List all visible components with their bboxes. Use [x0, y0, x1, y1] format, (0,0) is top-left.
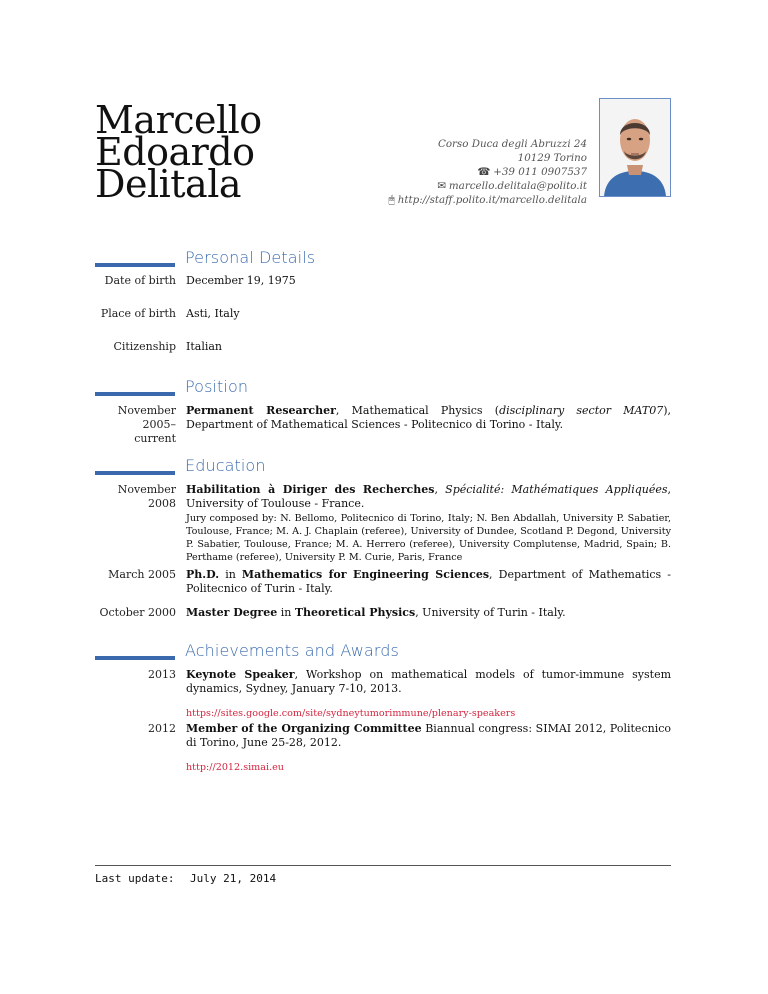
degree-field: Theoretical Physics — [294, 606, 416, 619]
degree-title: Habilitation à Diriger des Recherches — [186, 483, 435, 496]
name-line-middle: Edoardo — [95, 130, 255, 174]
entry-value: Italian — [186, 340, 223, 353]
section-title: Achievements and Awards — [185, 641, 399, 660]
position-text: , Mathematical Physics ( — [335, 404, 500, 417]
entry-phd — [0, 568, 768, 596]
entry-label: 2013 — [148, 668, 176, 681]
entry-master — [0, 606, 768, 620]
entry-citizenship — [0, 340, 768, 354]
entry-position — [0, 404, 768, 445]
jury-note: Jury composed by: N. Bellomo, Politecnico di Torino, Italy; N. Ben Abdallah, University P. Sabatier, Toulouse, France; M. A. J. Chaplain (referee), University of Dundee, Scotland P. Degond, University P. Sabatier, Toulouse, France; M. A. Herrero (referee), University Complutense, Madrid, Spain; B. Perthame (referee), University P. M. Curie, Paris, France — [186, 513, 671, 563]
label-line: 2008 — [148, 497, 176, 510]
award-link[interactable]: http://2012.simai.eu — [186, 762, 284, 773]
entry-award — [0, 668, 768, 721]
entry-award — [0, 722, 768, 775]
degree-title: Ph.D. — [186, 568, 220, 581]
award-text: , Workshop on mathematical models of tumor-immune system dynamics, Sydney, January 7-10, 2013. — [186, 668, 672, 695]
footer-divider — [95, 865, 671, 866]
section-education — [0, 456, 768, 620]
position-role: Permanent Researcher — [186, 404, 336, 417]
position-text: ), Department of Mathematical Sciences - Politecnico di Torino - Italy. — [186, 404, 671, 431]
separator: , — [434, 483, 446, 496]
portrait-image — [600, 99, 670, 196]
label-line: 2005– — [142, 418, 176, 431]
mouse-icon: 🖱 — [388, 194, 395, 206]
entry-value — [186, 483, 671, 564]
section-header — [0, 641, 768, 669]
degree-specialty: Spécialité: Mathématiques Appliquées — [445, 483, 668, 496]
email-row — [389, 179, 587, 193]
entry-label: October 2000 — [99, 606, 176, 619]
section-header — [0, 377, 768, 405]
phone-icon: ☎ — [477, 166, 491, 178]
award-title: Member of the Organizing Committee — [186, 722, 422, 735]
name-line-first: Marcello — [95, 98, 262, 142]
name-line-last: Delitala — [95, 162, 241, 206]
contact-block — [389, 137, 587, 207]
entry-value — [186, 606, 671, 620]
homepage-link[interactable]: http://staff.polito.it/marcello.delitala — [397, 194, 587, 206]
address-street: Corso Duca degli Abruzzi 24 — [437, 138, 587, 150]
footer-label: Last update: — [95, 872, 175, 885]
envelope-icon: ✉ — [437, 180, 446, 192]
degree-title: Master Degree — [186, 606, 278, 619]
entry-value: December 19, 1975 — [186, 274, 296, 287]
entry-label — [70, 404, 176, 446]
homepage-row — [389, 193, 587, 207]
entry-label: March 2005 — [108, 568, 176, 581]
entry-habilitation — [0, 483, 768, 564]
degree-in: in — [277, 606, 295, 619]
section-title: Personal Details — [185, 248, 316, 267]
position-sector: disciplinary sector MAT07 — [499, 404, 664, 417]
section-bar — [95, 656, 175, 660]
degree-field: Mathematics for Engineering Sciences — [241, 568, 490, 581]
entry-place-of-birth — [0, 307, 768, 321]
section-personal-details — [0, 248, 768, 354]
label-line: current — [134, 432, 176, 445]
degree-institution: , Department of Mathematics - Politecnico of Turin - Italy. — [186, 568, 671, 595]
entry-label: Citizenship — [113, 340, 176, 353]
address-city: 10129 Torino — [517, 152, 587, 164]
entry-label: Place of birth — [100, 307, 176, 320]
cv-name — [95, 98, 295, 206]
entry-value — [186, 668, 671, 721]
phone-number: +39 011 0907537 — [493, 166, 587, 178]
section-bar — [95, 471, 175, 475]
award-text: Biannual congress: SIMAI 2012, Politecnico di Torino, June 25-28, 2012. — [186, 722, 671, 749]
footer-date: July 21, 2014 — [190, 872, 277, 885]
section-header — [0, 456, 768, 484]
section-bar — [95, 263, 175, 267]
section-awards — [0, 641, 768, 775]
entry-value — [186, 568, 671, 596]
degree-institution: , University of Turin - Italy. — [415, 606, 566, 619]
entry-value — [186, 722, 671, 775]
profile-photo — [599, 98, 671, 197]
entry-label: Date of birth — [104, 274, 176, 287]
degree-institution: , University of Toulouse - France. — [186, 483, 671, 510]
award-title: Keynote Speaker — [186, 668, 295, 681]
section-title: Position — [185, 377, 249, 396]
award-link[interactable]: https://sites.google.com/site/sydneytumorimmune/plenary-speakers — [186, 708, 516, 719]
email-link[interactable]: marcello.delitala@polito.it — [448, 180, 587, 192]
section-title: Education — [185, 456, 266, 475]
entry-date-of-birth — [0, 274, 768, 288]
entry-value: Asti, Italy — [186, 307, 240, 320]
degree-in: in — [219, 568, 242, 581]
label-line: November — [117, 483, 176, 496]
label-line: November — [117, 404, 176, 417]
entry-label — [70, 483, 176, 511]
entry-label: 2012 — [148, 722, 176, 735]
section-header — [0, 248, 768, 276]
entry-value — [186, 404, 671, 432]
phone-row — [389, 165, 587, 179]
section-bar — [95, 392, 175, 396]
section-position — [0, 377, 768, 445]
